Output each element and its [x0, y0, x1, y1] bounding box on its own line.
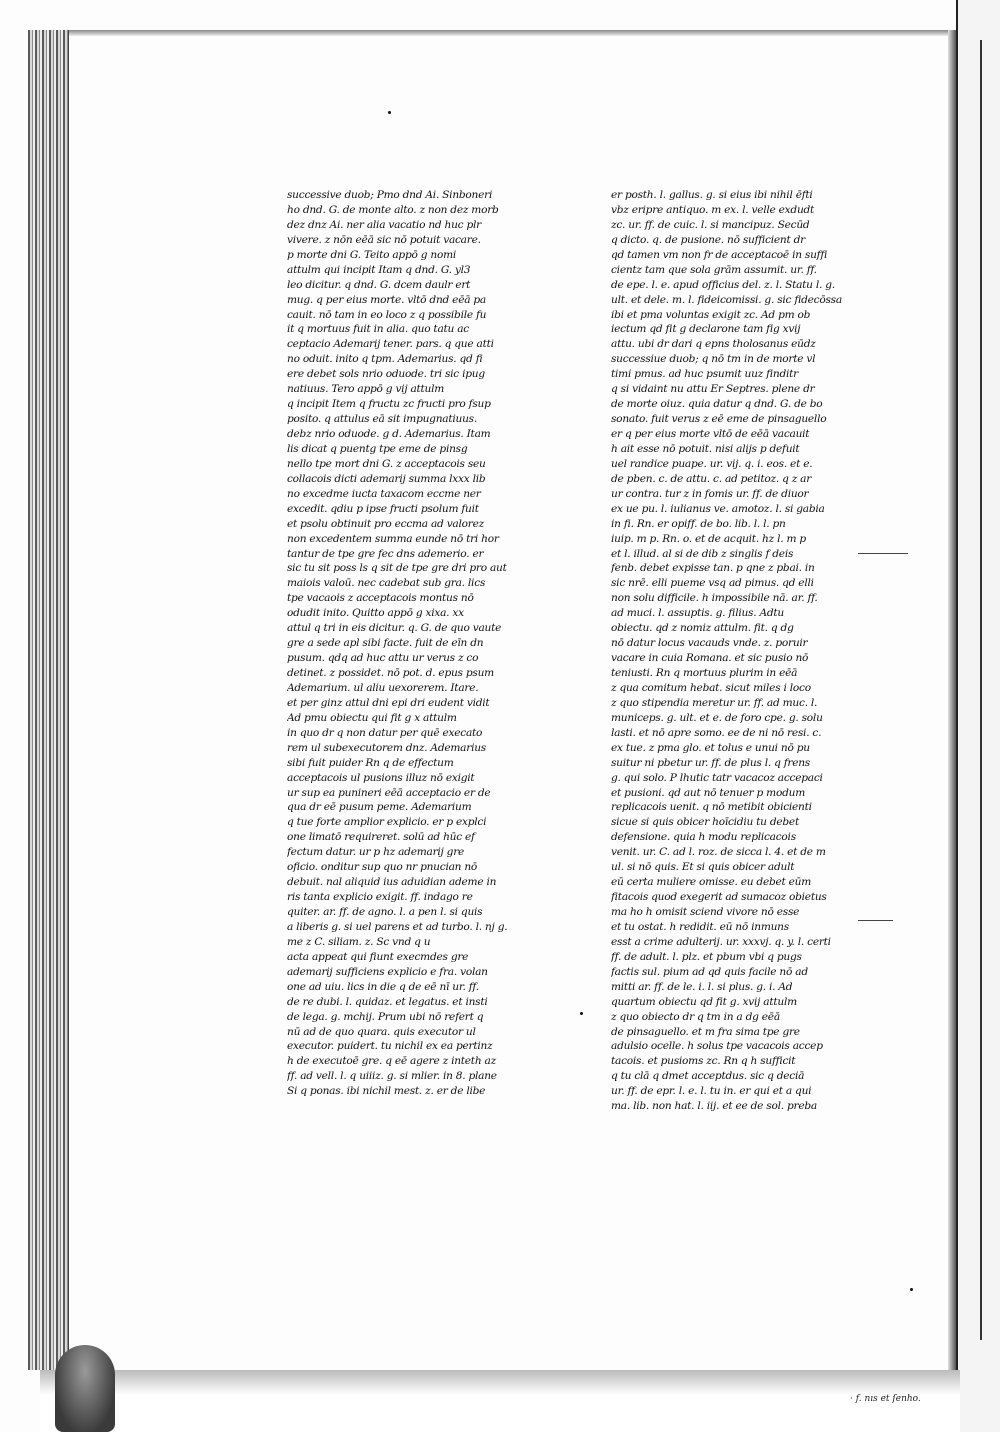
text-line: one limatō requireret. solū ad hūc ef	[287, 831, 475, 844]
text-line: q tu clā q dmet acceptdus. sic q deciā	[611, 1070, 805, 1083]
text-line: ur contra. tur z in fomis ur. ff. de diuor	[611, 487, 809, 500]
text-line: tacois. et pusioms zc. Rn q h sufficit	[611, 1055, 796, 1068]
text-line: ceptacio Ademarij tener. pars. q que atti	[287, 338, 494, 351]
text-line: fenb. debet expisse tan. p qne z pbai. in	[611, 562, 815, 575]
text-line: ur. ff. de epr. l. e. l. tu in. er qui et a qui	[611, 1085, 812, 1098]
text-line: municeps. g. ult. et e. de foro cpe. g. solu	[611, 711, 823, 724]
text-line: defensione. quia h modu replicacois	[611, 831, 796, 844]
text-line: fitacois quod exegerit ad sumacoz obietus	[611, 891, 827, 904]
text-line: ad muci. l. assuptis. g. filius. Adtu	[611, 607, 784, 620]
text-line: de re dubi. l. quidaz. et legatus. et insti	[287, 995, 488, 1008]
text-line: ul. si nō quis. Et si quis obicer adult	[611, 861, 795, 874]
text-line: no excedme iucta taxacom eccme ner	[287, 487, 481, 500]
text-line: cientz tam que sola grām assumit. ur. ff.	[611, 263, 817, 276]
facing-page-edge	[956, 0, 1000, 1432]
text-line: et tu ostat. h redidit. eū nō inmuns	[611, 920, 789, 933]
text-line: nello tpe mort dni G. z acceptacois seu	[287, 457, 486, 470]
text-line: q incipit Item q fructu zc fructi pro fsup	[287, 398, 491, 411]
text-line: debz nrio oduode. g d. Ademarius. Itam	[287, 428, 491, 440]
text-line: g. qui solo. P lhutic tatr vacacoz accepaci	[611, 771, 823, 784]
text-line: gre a sede apl sibi facte. fuit de eīn dn	[287, 637, 484, 650]
book-top-edge	[40, 30, 950, 36]
text-line: pusum. qdq ad huc attu ur verus z co	[287, 652, 479, 665]
text-line: excedit. qdiu p ipse fructi psolum fuit	[287, 502, 479, 515]
text-line: natiuus. Tero appō g vij attulm	[287, 383, 445, 396]
text-line: mug. q per eius morte. vltō dnd eēā pa	[287, 293, 486, 306]
text-line: odudit inito. Quitto appō g xixa. xx	[287, 607, 464, 620]
text-line: vacare in cuia Romana. et sic pusio nō	[611, 652, 809, 665]
text-line: sic tu sit poss ls q sit de tpe gre dri pro aut	[287, 562, 507, 575]
text-column-right	[611, 188, 859, 1114]
text-line: q dicto. q. de pusione. nō sufficient dr	[611, 233, 805, 246]
text-line: nō datur locus vacauds vnde. z. poruir	[611, 637, 808, 650]
text-line: quiter. ar. ff. de agno. l. a pen l. si quis	[287, 906, 483, 918]
text-line: tantur de tpe gre fec dns ademerio. er	[287, 547, 484, 560]
text-line: uel randice puape. ur. vij. q. i. eos. et e.	[611, 457, 813, 470]
text-line: sonato. fuit verus z eē eme de pinsaguello	[611, 413, 827, 426]
text-line: obiectu. qd z nomiz attulm. fit. q dg	[611, 622, 794, 635]
margin-note: · f. nıs et ſenho.	[850, 1394, 921, 1404]
text-line: dez dnz Ai. ner alia vacatio nd huc plr	[287, 218, 481, 231]
margin-guide-mark	[858, 553, 908, 554]
text-line: lis dicat q puentg tpe eme de pinsg	[287, 442, 468, 455]
text-line: posito. q attulus eā sit impugnatiuus.	[287, 413, 477, 426]
text-line: non solu difficile. h impossibile nā. ar. ff.	[611, 592, 818, 605]
text-line: leo dicitur. q dnd. G. dcem daulr ert	[287, 278, 471, 291]
text-line: quartum obiectu qd fit g. xvij attulm	[611, 995, 797, 1008]
text-line: z quo stipendia meretur ur. ff. ad muc. l.	[611, 696, 818, 709]
thumb-holding-page	[55, 1345, 115, 1432]
text-line: h ait esse nō potuit. nisi alijs p defuit	[611, 442, 800, 455]
text-line: no oduit. inito q tpm. Ademarius. qd fi	[287, 353, 483, 366]
text-line: et psolu obtinuit pro eccma ad valorez	[287, 517, 484, 530]
text-line: ex ue pu. l. iulianus ve. amotoz. l. si gabia	[611, 502, 825, 515]
text-line: in fi. Rn. er opiff. de bo. lib. l. l. pn	[611, 517, 786, 530]
text-line: ibi et pma voluntas exigit zc. Ad pm ob	[611, 308, 811, 321]
margin-guide-mark	[858, 920, 893, 921]
ink-dot	[388, 111, 391, 114]
book-gutter	[948, 30, 956, 1370]
text-line: sic nrē. elli pueme vsq ad pimus. qd elli	[611, 577, 814, 590]
text-line: acta appeat qui fiunt execmdes gre	[287, 950, 469, 963]
text-line: Ademarium. ul aliu uexorerem. Itare.	[287, 681, 479, 694]
text-line: teniusti. Rn q mortuus plurim in eēā	[611, 667, 798, 679]
text-line: timi pmus. ad huc psumit uuz finditr	[611, 368, 798, 381]
text-line: suitur ni pbetur ur. ff. de plus l. q frens	[611, 756, 810, 769]
text-line: ris tanta explicio exigit. ff. indago re	[287, 891, 473, 904]
text-line: attul q tri in eis dicitur. q. G. de quo vaute	[287, 622, 502, 635]
text-line: q si vidaint nu attu Er Septres. plene dr	[611, 383, 815, 396]
text-line: ex tue. z pma glo. et tolus e unui nō pu	[611, 741, 810, 754]
text-line: ult. et dele. m. l. fideicomissi. g. sic fidecōssa	[611, 293, 842, 306]
text-line: nū ad de quo quara. quis executor ul	[287, 1025, 476, 1038]
text-line: vbz eripre antiquo. m ex. l. velle exdudt	[611, 203, 815, 216]
text-line: debuit. nal aliquid ius aduidian ademe in	[287, 876, 497, 889]
text-line: et per ginz attul dni epi dri eudent vidit	[287, 696, 490, 709]
text-line: qd tamen vm non fr de acceptacoē in suffi	[611, 248, 828, 261]
text-line: ho dnd. G. de monte alto. z non dez morb	[287, 203, 499, 216]
text-line: er posth. l. gallus. g. si eius ibi nihil ēfti	[611, 189, 813, 201]
text-line: iuip. m p. Rn. o. et de acquit. hz l. m p	[611, 532, 806, 545]
text-line: replicacois uenit. q nō metibit obicienti	[611, 801, 812, 814]
text-line: ademarij sufficiens explicio e fra. volan	[287, 965, 488, 978]
text-line: maiois valoū. nec cadebat sub gra. lics	[287, 577, 486, 590]
text-line: sicue si quis obicer hoīcidiu tu debet	[611, 816, 799, 829]
text-line: me z C. siliam. z. Sc vnd q u	[287, 935, 431, 948]
text-line: de lega. g. mchij. Prum ubi nō refert q	[287, 1010, 484, 1023]
text-line: vivere. z nōn eēā sic nō potuit vacare.	[287, 233, 481, 246]
text-line: eū certa muliere omisse. eu debet eūm	[611, 876, 812, 889]
text-line: non excedentem summa eunde nō tri hor	[287, 532, 499, 545]
text-line: oficio. onditur sup quo nr pnucian nō	[287, 861, 478, 874]
text-line: attulm qui incipit Itam q dnd. G. yl3	[287, 263, 471, 276]
text-line: adulsio ocelle. h solus tpe vacacois accep	[611, 1040, 823, 1053]
text-line: venit. ur. C. ad l. roz. de sicca l. 4. et de m	[611, 846, 826, 859]
text-line: acceptacois ul pusions illuz nō exigit	[287, 771, 475, 784]
text-line: it q mortuus fuit in alia. quo tatu ac	[287, 323, 469, 336]
text-line: er q per eius morte vltō de eēā vacauit	[611, 428, 810, 440]
text-line: esst a crime adulterij. ur. xxxvj. q. y. l. certi	[611, 935, 831, 948]
text-line: attu. ubi dr dari q epns tholosanus eūdz	[611, 338, 816, 351]
text-line: fectum datur. ur p hz ademarij gre	[287, 846, 465, 859]
text-line: de morte oiuz. quia datur q dnd. G. de bo	[611, 398, 823, 411]
text-line: q tue forte amplior explicio. er p explci	[287, 816, 487, 829]
text-line: de pinsaguello. et m fra sima tpe gre	[611, 1025, 800, 1038]
text-line: detinet. z possidet. nō pot. d. epus psum	[287, 667, 494, 679]
book-left-page-edges	[28, 30, 69, 1370]
text-line: rem ul subexecutorem dnz. Ademarius	[287, 741, 486, 754]
text-line: qua dr eē pusum peme. Ademarium	[287, 801, 472, 814]
text-line: ma ho h omisit sciend vivore nō esse	[611, 906, 800, 918]
text-line: factis sul. pium ad qd quis facile nō ad	[611, 965, 808, 978]
text-line: lasti. et nō apre somo. ee de ni nō resi. c.	[611, 726, 822, 739]
text-line: de pben. c. de attu. c. ad petitoz. q z ar	[611, 472, 812, 485]
text-line: et pusioni. qd aut nō tenuer p modum	[611, 786, 806, 799]
text-line: ff. de adult. l. plz. et pbum vbi q pugs	[611, 950, 802, 963]
text-line: z quo obiecto dr q tm in a dg eēā	[611, 1010, 780, 1023]
text-line: a liberis g. si uel parens et ad turbo. l. nj g.	[287, 920, 508, 933]
text-line: tpe vacaois z acceptacois montus nō	[287, 592, 474, 605]
text-column-left	[287, 188, 537, 1099]
text-line: de epe. l. e. apud officius del. z. l. Statu l. g.	[611, 278, 835, 291]
text-line: Ad pmu obiectu qui fit g x attulm	[287, 711, 457, 724]
text-line: successive duob; Pmo dnd Ai. Sinboneri	[287, 189, 493, 201]
text-line: ere debet sols nrio oduode. tri sic ipug	[287, 368, 485, 381]
text-line: iectum qd fit g declarone tam fig xvij	[611, 323, 801, 336]
text-line: et l. illud. al si de dib z singlis f deis	[611, 547, 794, 560]
text-line: mitti ar. ff. de le. i. l. si plus. g. i. Ad	[611, 980, 793, 993]
ink-dot	[580, 1012, 583, 1015]
text-line: cauit. nō tam in eo loco z q possibile fu	[287, 308, 487, 321]
book-bottom-edge	[40, 1370, 960, 1432]
text-line: ur sup ea punineri eēā acceptacio er de	[287, 786, 491, 799]
text-line: sibi fuit puider Rn q de effectum	[287, 756, 454, 769]
text-line: collacois dicti ademarij summa lxxx lib	[287, 472, 486, 485]
text-line: executor. puidert. tu nichil ex ea pertinz	[287, 1040, 493, 1053]
text-line: one ad uiu. lics in die q de eē nī ur. ff.	[287, 980, 479, 993]
ink-dot	[910, 1288, 913, 1291]
text-line: Si q ponas. ibi nichil mest. z. er de libe	[287, 1085, 486, 1098]
text-line: p morte dni G. Teito appō g nomi	[287, 248, 457, 261]
text-line: h de executoē gre. q eē agere z inteth az	[287, 1055, 496, 1068]
text-line: ma. lib. non hat. l. iij. et ee de sol. preba	[611, 1100, 817, 1113]
text-line: in quo dr q non datur per quē execato	[287, 726, 483, 739]
text-line: z qua comitum hebat. sicut miles i loco	[611, 681, 811, 694]
text-line: successiue duob; q nō tm in de morte vl	[611, 353, 816, 366]
text-line: ff. ad vell. l. q uiiiz. g. si mlier. in 8. plane	[287, 1070, 497, 1083]
text-line: zc. ur. ff. de cuic. l. si mancipuz. Secūd	[611, 218, 810, 231]
